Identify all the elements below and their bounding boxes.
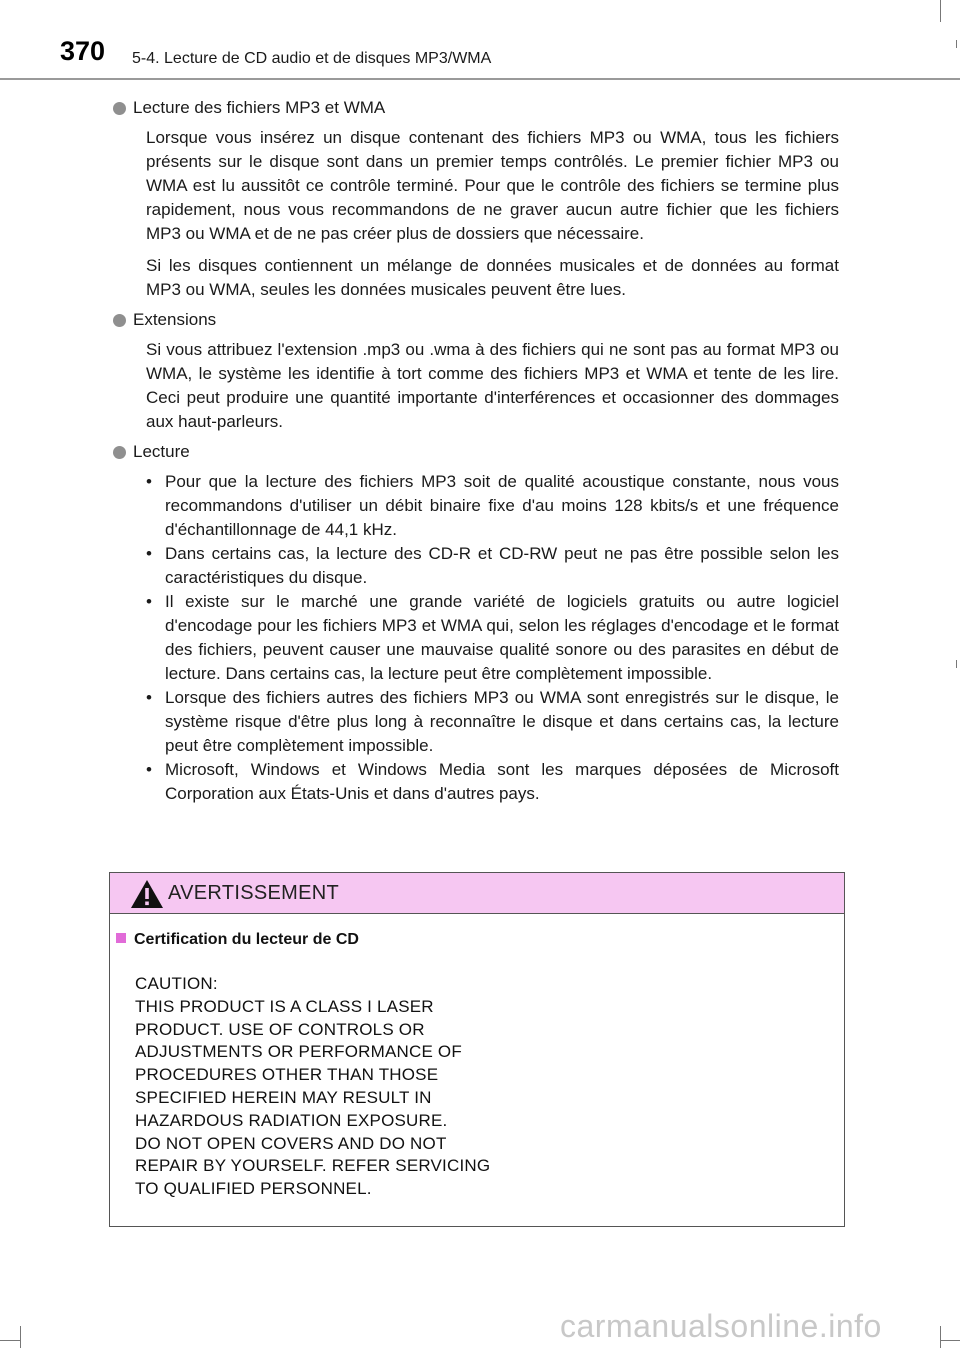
bullet-list	[146, 470, 839, 806]
section-heading	[113, 308, 839, 332]
header-divider	[0, 78, 960, 80]
main-content	[113, 92, 839, 812]
laser-caution-label	[135, 973, 490, 1201]
crop-mark	[956, 660, 957, 668]
bullet-glyph: •	[146, 472, 152, 491]
label-line: TO QUALIFIED PERSONNEL.	[135, 1179, 372, 1199]
bullet-glyph: •	[146, 760, 152, 779]
list-item: • Il existe sur le marché une grande variété de logiciels gratuits ou autre logiciel d'encodage pour les fichiers MP3 et WMA qui, selon les réglages d'encodage et le format des fichiers, peuvent causer une mauvaise qualité sonore ou des parasites en début de lecture. Dans certains cas, la lecture peut être complètement impossible.	[146, 592, 839, 683]
circle-bullet-icon	[113, 314, 126, 327]
section-heading	[113, 440, 839, 464]
crop-mark	[940, 0, 941, 22]
paragraph: Si vous attribuez l'extension .mp3 ou .wma à des fichiers qui ne sont pas au format MP3 ou WMA, le système les identifie à tort comme des fichiers MP3 et WMA et tente de les lire. Ceci peut produire une quantité importante d'interférences et occasionner des dommages aux haut-parleurs.	[146, 340, 839, 431]
warning-triangle-icon	[130, 879, 164, 909]
warning-header	[110, 873, 844, 914]
section-playback	[113, 440, 839, 806]
bullet-glyph: •	[146, 688, 152, 707]
section-mp3-wma-playback	[113, 96, 839, 302]
circle-bullet-icon	[113, 446, 126, 459]
bullet-glyph: •	[146, 544, 152, 563]
label-line: SPECIFIED HEREIN MAY RESULT IN	[135, 1087, 432, 1107]
list-item: • Pour que la lecture des fichiers MP3 soit de qualité acoustique constante, nous vous recommandons d'utiliser un débit binaire fixe d'au moins 128 kbits/s et une fréquence d'échantillonnage de 44,1 kHz.	[146, 472, 839, 539]
label-line: DO NOT OPEN COVERS AND DO NOT	[135, 1133, 447, 1153]
watermark: carmanualsonline.info	[560, 1308, 882, 1344]
crop-mark	[20, 1326, 21, 1348]
circle-bullet-icon	[113, 102, 126, 115]
label-line: ADJUSTMENTS OR PERFORMANCE OF	[135, 1042, 462, 1062]
warning-title: AVERTISSEMENT	[168, 882, 339, 904]
label-line: PROCEDURES OTHER THAN THOSE	[135, 1065, 439, 1085]
label-line: HAZARDOUS RADIATION EXPOSURE.	[135, 1110, 448, 1130]
bullet-glyph: •	[146, 592, 152, 611]
warning-box	[109, 872, 845, 1227]
warning-subheading: Certification du lecteur de CD	[116, 931, 359, 949]
label-line: THIS PRODUCT IS A CLASS I LASER	[135, 996, 434, 1016]
section-heading	[113, 96, 839, 120]
section-heading-text: Lecture	[133, 442, 190, 461]
list-item: • Dans certains cas, la lecture des CD-R et CD-RW peut ne pas être possible selon les caractéristiques du disque.	[146, 544, 839, 587]
chapter-title: 5-4. Lecture de CD audio et de disques MP3/WMA	[132, 50, 492, 67]
section-extensions	[113, 308, 839, 434]
list-item: • Microsoft, Windows et Windows Media sont les marques déposées de Microsoft Corporation aux États-Unis et dans d'autres pays.	[146, 760, 839, 803]
section-heading-text: Lecture des fichiers MP3 et WMA	[133, 98, 386, 117]
label-line: CAUTION:	[135, 974, 218, 993]
list-item: • Lorsque des fichiers autres des fichiers MP3 ou WMA sont enregistrés sur le disque, le système risque d'être plus long à reconnaître le disque et dans certains cas, la lecture peut être complètement impossible.	[146, 688, 839, 755]
label-line: REPAIR BY YOURSELF. REFER SERVICING	[135, 1156, 491, 1176]
crop-mark	[940, 1326, 941, 1348]
crop-mark	[940, 1340, 960, 1341]
label-line: PRODUCT. USE OF CONTROLS OR	[135, 1019, 425, 1039]
square-marker-icon	[116, 933, 126, 943]
page-number: 370	[60, 36, 106, 66]
page-header	[0, 0, 960, 80]
paragraph: Lorsque vous insérez un disque contenant des fichiers MP3 ou WMA, tous les fichiers présents sur le disque sont dans un premier temps contrôlés. Le premier fichier MP3 ou WMA est lu aussitôt ce contrôle terminé. Pour que le contrôle des fichiers se termine plus rapidement, nous vous recommandons de ne graver aucun autre fichier que les fichiers MP3 ou WMA et de ne pas créer plus de dossiers que nécessaire.	[146, 128, 839, 243]
paragraph: Si les disques contiennent un mélange de données musicales et de données au format MP3 ou WMA, seules les données musicales peuvent être lues.	[146, 256, 839, 299]
crop-mark	[956, 40, 957, 48]
section-heading-text: Extensions	[133, 310, 217, 329]
crop-mark	[0, 1340, 20, 1341]
